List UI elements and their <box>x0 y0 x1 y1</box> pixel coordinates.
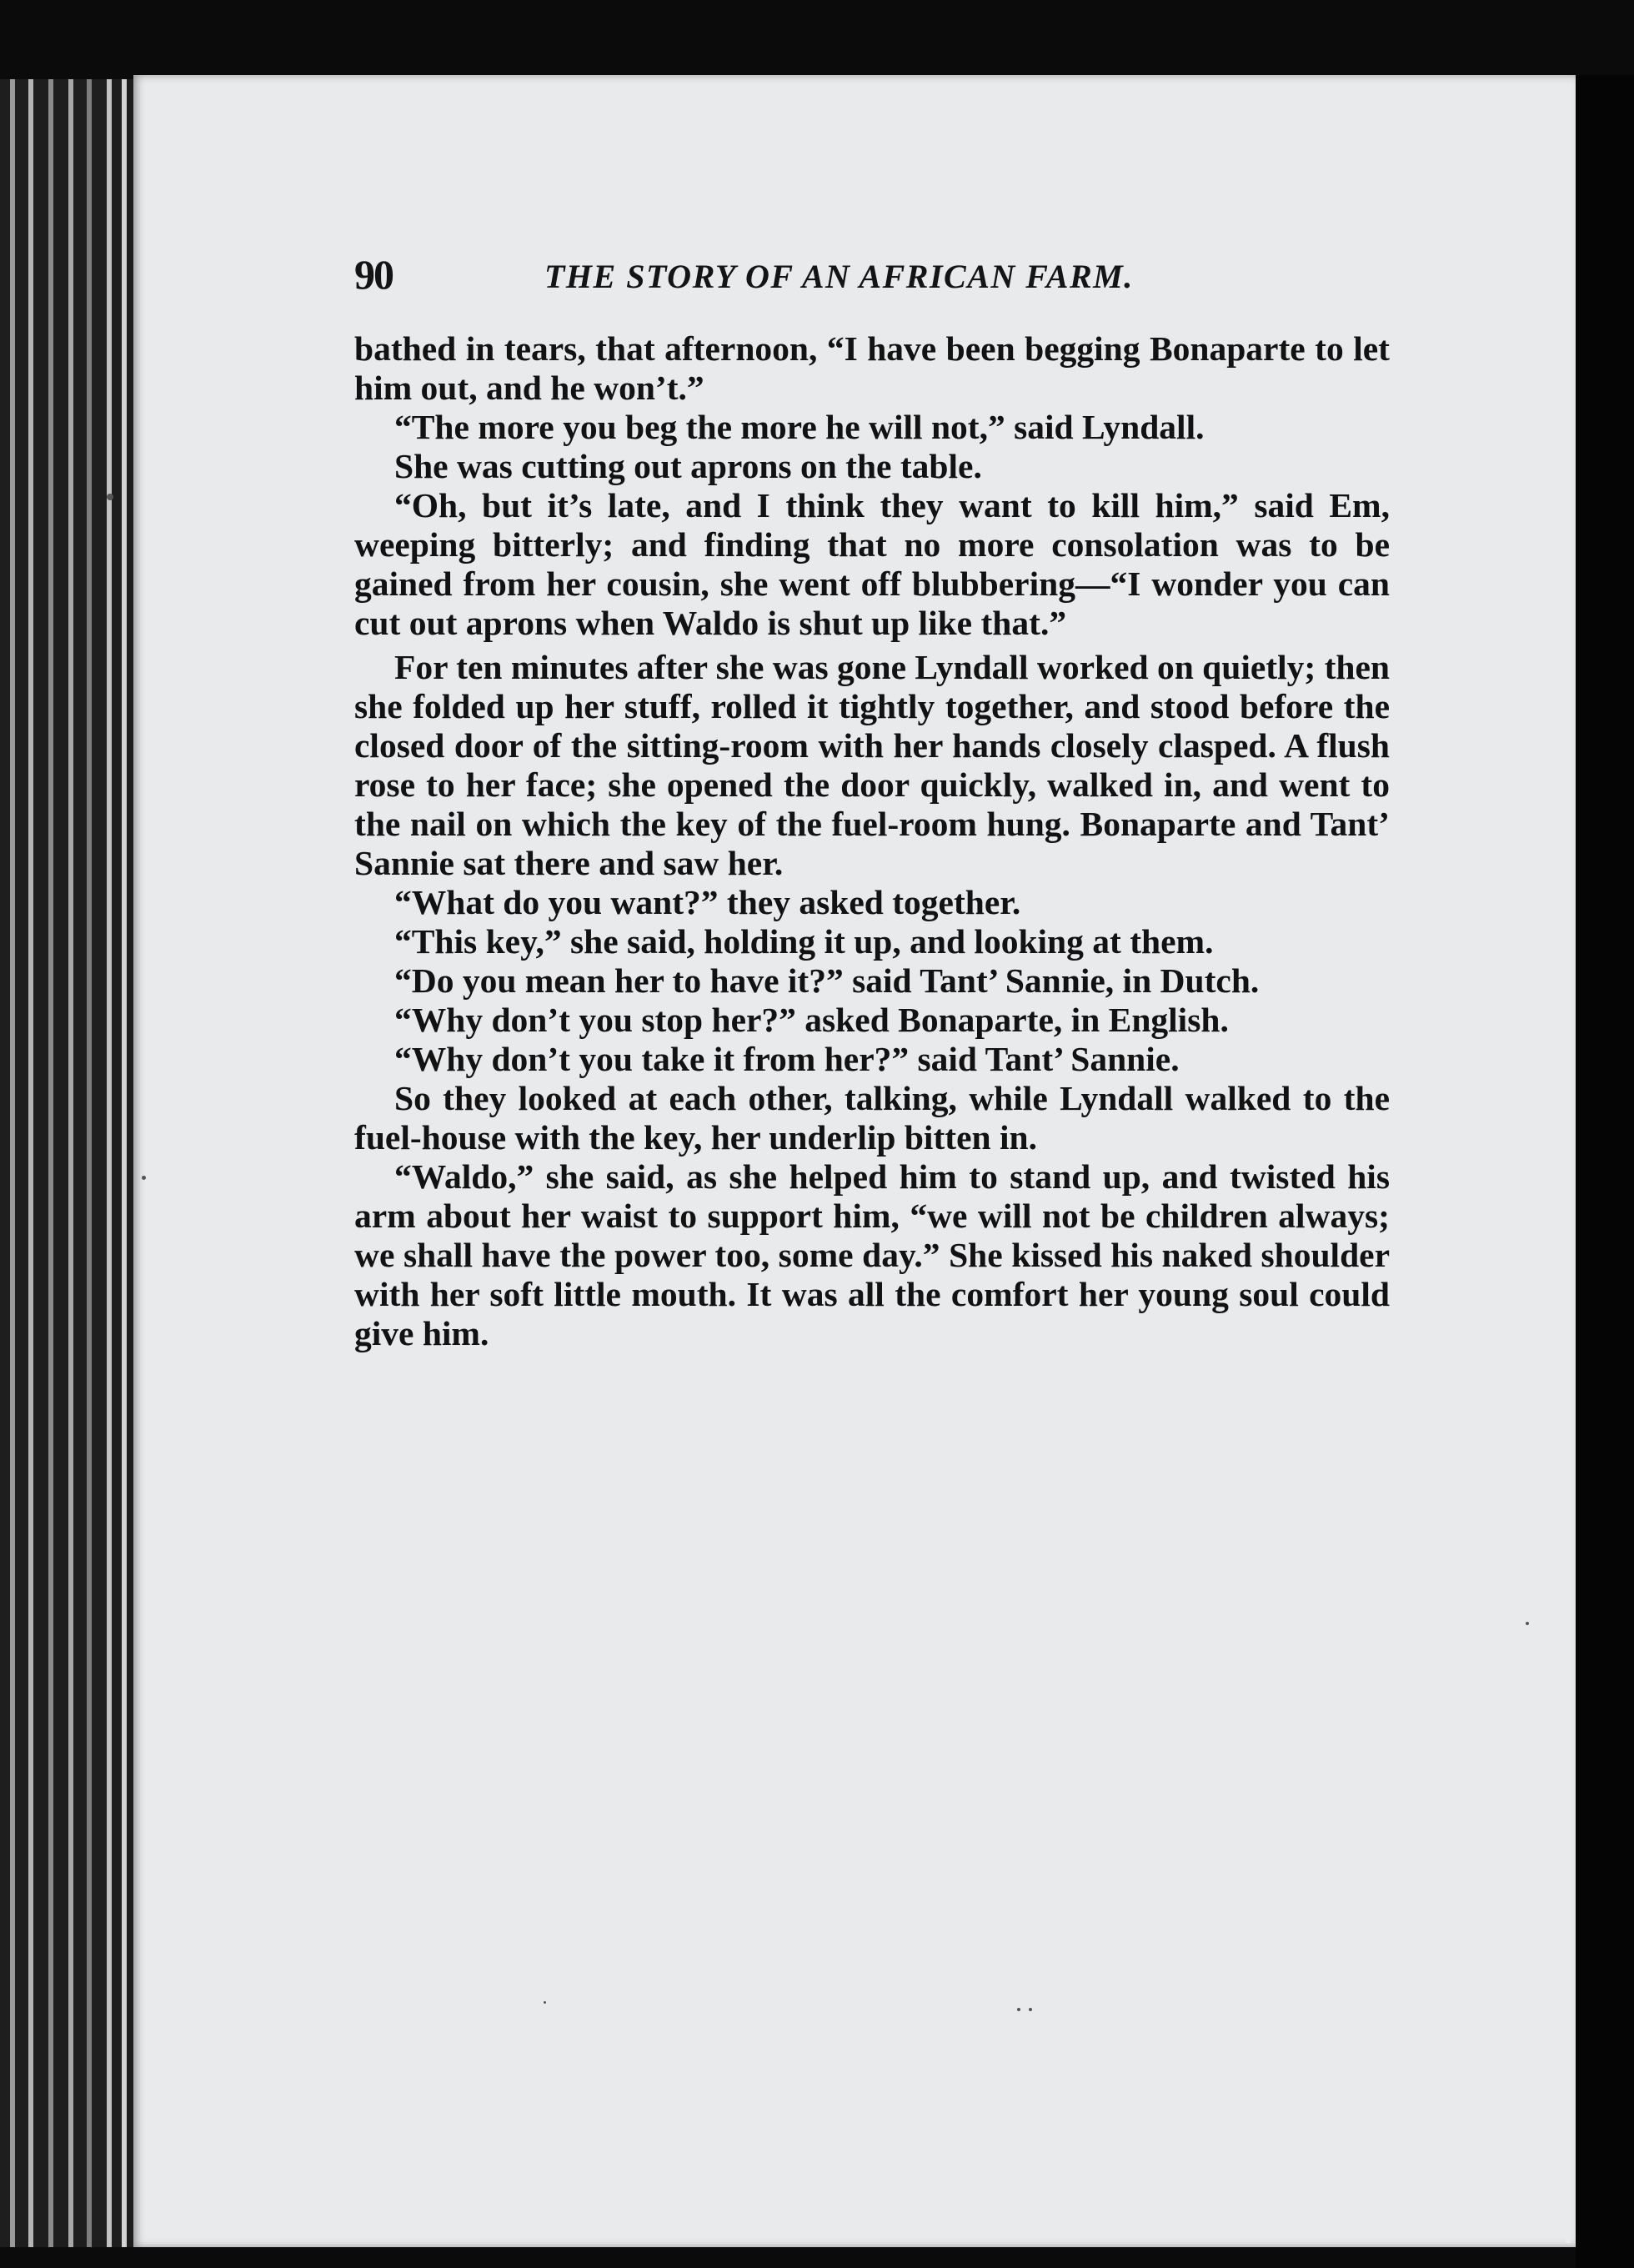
page-right-edge <box>1566 83 1571 2243</box>
paragraph: “This key,” she said, holding it up, and looking at them. <box>394 922 1214 961</box>
paragraph: For ten minutes after she was gone Lyndall worked on quietly; then she folded up her stuff, rolled it tightly together, and stood before the closed door of the sitting-room with her hands closely clasped. A flush rose to her face; she opened the door quickly, walked in, and went to the nail on which the key of the fuel-room hung. Bonaparte and Tant’ Sannie sat there and saw her. <box>354 648 1390 882</box>
page-edge-line <box>68 79 73 2247</box>
paragraph: “Why don’t you take it from her?” said Tant’ Sannie. <box>394 1040 1180 1078</box>
page-edge-line <box>10 79 15 2247</box>
body-text <box>354 329 1390 1353</box>
paragraph: “Waldo,” she said, as she helped him to stand up, and twisted his arm about her waist to support him, “we will not be children always; we shall have the power too, some day.” She kissed his naked shoulder with her soft little mouth. It was all the comfort her young soul could give him. <box>354 1157 1390 1352</box>
paragraph: So they looked at each other, talking, while Lyndall walked to the fuel-house with the key, her underlip bitten in. <box>354 1079 1390 1157</box>
scanner-frame-right <box>1576 75 1634 2268</box>
page-edge-line <box>87 79 92 2247</box>
paragraph: bathed in tears, that afternoon, “I have been begging Bonaparte to let him out, and he won’t.” <box>354 329 1390 407</box>
scan-speck <box>1029 2008 1032 2011</box>
page-edge-line <box>107 79 112 2247</box>
page-header <box>354 250 1213 309</box>
page-edge-line <box>122 79 127 2247</box>
paragraph: She was cutting out aprons on the table. <box>394 447 982 485</box>
page-edge-line <box>48 79 53 2247</box>
book-edge <box>0 79 133 2247</box>
running-title: THE STORY OF AN AFRICAN FARM. <box>544 258 1134 295</box>
paragraph: “Do you mean her to have it?” said Tant’ Sannie, in Dutch. <box>394 961 1260 1000</box>
paragraph: “The more you beg the more he will not,” said Lyndall. <box>394 408 1205 446</box>
page-number: 90 <box>354 251 393 298</box>
page-edge-line <box>28 79 33 2247</box>
paragraph: “What do you want?” they asked together. <box>394 883 1021 921</box>
scan-speck <box>107 494 113 500</box>
scan-speck <box>1017 2008 1020 2011</box>
scan-speck <box>142 1176 146 1180</box>
scan-speck <box>1526 1622 1529 1625</box>
paragraph: “Why don’t you stop her?” asked Bonaparte, in English. <box>394 1001 1229 1039</box>
paragraph: “Oh, but it’s late, and I think they want to kill him,” said Em, weeping bitterly; and finding that no more consolation was to be gained from her cousin, she went off blubbering—“I wonder you can cut out aprons when Waldo is shut up like that.” <box>354 486 1390 642</box>
scan-speck <box>544 2001 546 2004</box>
